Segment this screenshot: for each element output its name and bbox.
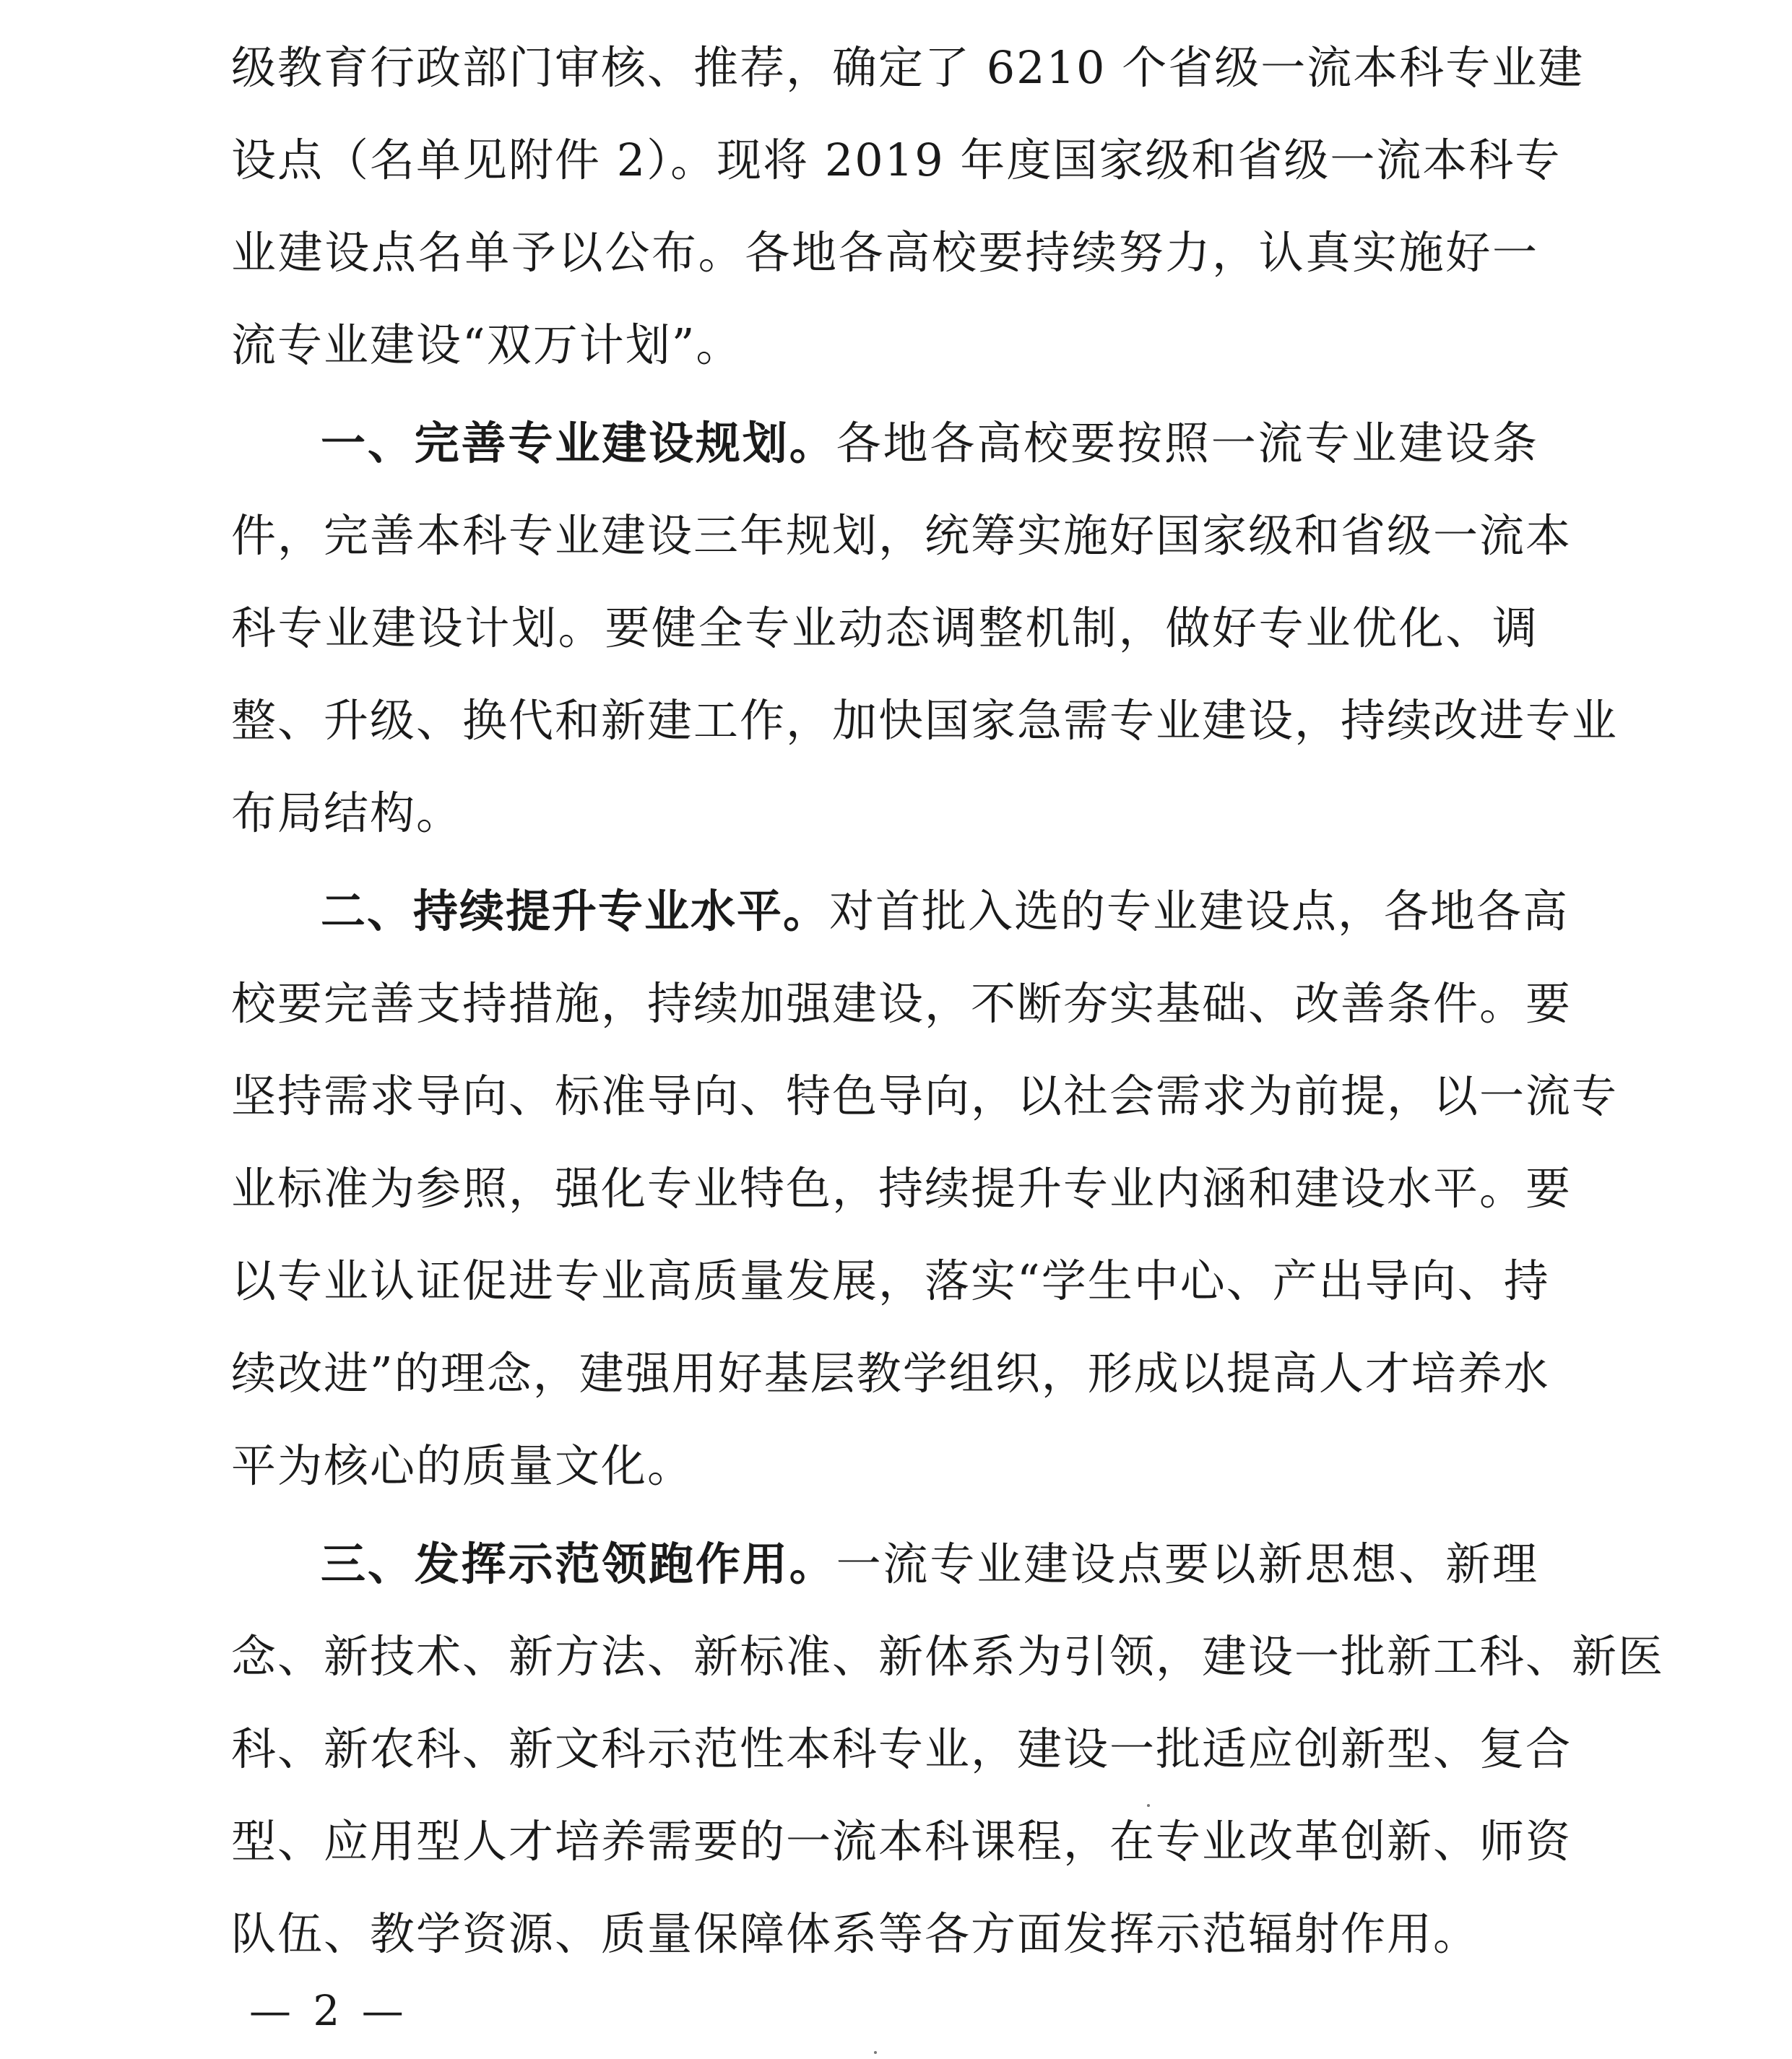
text-line: 念、新技术、新方法、新标准、新体系为引领，建设一批新工科、新医 — [231, 1630, 1665, 1683]
text-line: 业建设点名单予以公布。各地各高校要持续努力，认真实施好一 — [231, 226, 1538, 279]
text-line: 科专业建设计划。要健全专业动态调整机制，做好专业优化、调 — [231, 602, 1538, 654]
text-line: 一流专业建设点要以新思想、新理 — [836, 1538, 1538, 1590]
section-3-paragraph — [231, 1518, 1665, 1980]
text-line: 校要完善支持措施，持续加强建设，不断夯实基础、改善条件。要 — [231, 977, 1572, 1030]
text-line: 队伍、教学资源、质量保障体系等各方面发挥示范辐射作用。 — [231, 1907, 1480, 1960]
section-2-heading: 二、持续提升专业水平。 — [321, 885, 830, 937]
text-line: 布局结构。 — [231, 786, 463, 839]
section-2-paragraph — [231, 865, 1619, 1512]
section-1-first-line — [231, 397, 1538, 490]
text-line: 流专业建设“双万计划”。 — [231, 318, 743, 371]
section-3-heading: 三、发挥示范领跑作用。 — [321, 1538, 836, 1590]
text-line: 平为核心的质量文化。 — [231, 1439, 694, 1492]
text-line: 件，完善本科专业建设三年规划，统筹实施好国家级和省级一流本 — [231, 509, 1572, 562]
text-line: 型、应用型人才培养需要的一流本科课程，在专业改革创新、师资 — [231, 1815, 1572, 1868]
text-line: 科、新农科、新文科示范性本科专业，建设一批适应创新型、复合 — [231, 1722, 1572, 1775]
text-line: 对首批入选的专业建设点，各地各高 — [829, 885, 1570, 937]
section-1-heading: 一、完善专业建设规划。 — [321, 417, 836, 469]
section-1-paragraph — [231, 397, 1619, 859]
text-line: 业标准为参照，强化专业特色，持续提升专业内涵和建设水平。要 — [231, 1162, 1572, 1215]
scan-speck — [874, 2051, 877, 2054]
page-number: — 2 — — [249, 1986, 408, 2035]
text-line: 以专业认证促进专业高质量发展，落实“学生中心、产出导向、持 — [231, 1254, 1550, 1307]
text-line: 各地各高校要按照一流专业建设条 — [836, 417, 1538, 469]
document-body — [231, 22, 1665, 1980]
intro-paragraph — [231, 22, 1585, 391]
text-line: 级教育行政部门审核、推荐，确定了 6210 个省级一流本科专业建 — [231, 41, 1585, 94]
scan-speck — [1147, 1804, 1150, 1807]
section-3-first-line — [231, 1518, 1538, 1611]
section-2-first-line — [231, 865, 1570, 958]
text-line: 设点（名单见附件 2）。现将 2019 年度国家级和省级一流本科专 — [231, 134, 1562, 186]
text-line: 续改进”的理念，建强用好基层教学组织，形成以提高人才培养水 — [231, 1347, 1550, 1400]
text-line: 坚持需求导向、标准导向、特色导向，以社会需求为前提，以一流专 — [231, 1070, 1619, 1122]
text-line: 整、升级、换代和新建工作，加快国家急需专业建设，持续改进专业 — [231, 694, 1619, 747]
